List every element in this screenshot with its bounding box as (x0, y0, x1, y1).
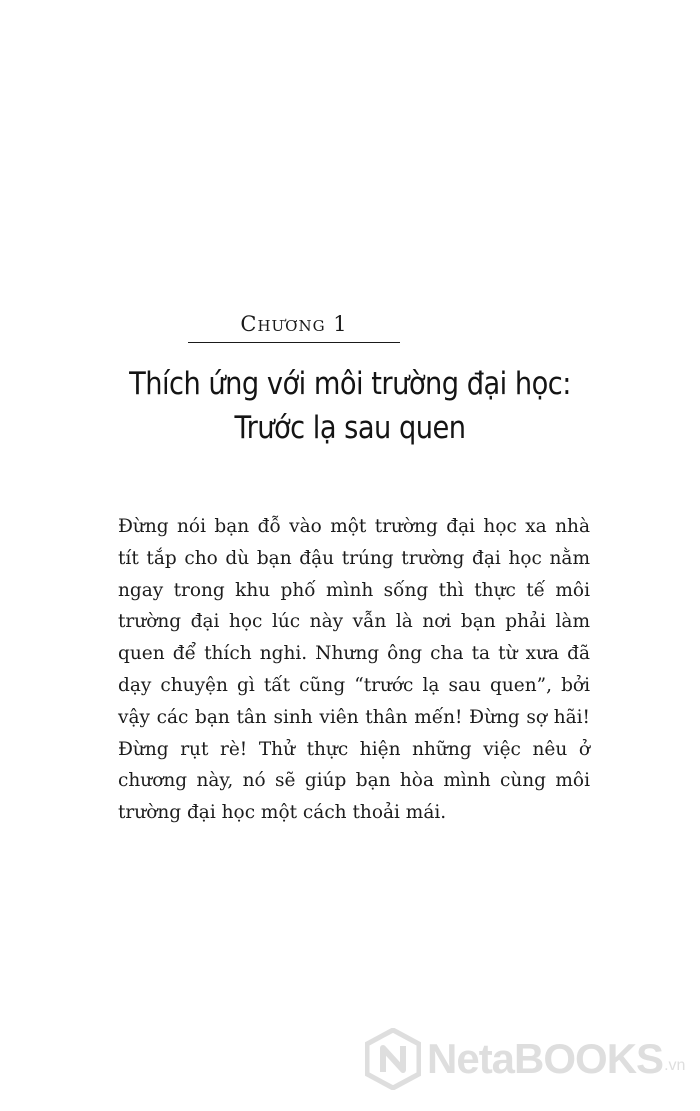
chapter-divider (188, 342, 400, 343)
watermark-suffix: .vn (664, 1057, 686, 1074)
chapter-label: Chương 1 (240, 312, 348, 336)
watermark-brand: NetaBOOKS (427, 1035, 664, 1082)
chapter-title (95, 362, 605, 450)
chapter-title-line-1: Thích ứng với môi trường đại học: (129, 366, 571, 402)
netabooks-logo-icon (365, 1028, 421, 1090)
intro-paragraph: Đừng nói bạn đỗ vào một trường đại học xa nhà tít tắp cho dù bạn đậu trúng trường đại học nằm ngay trong khu phố mình sống thì thực tế môi trường đại học lúc này vẫn là nơi bạn phải làm quen để thích nghi. Nhưng ông cha ta từ xưa đã dạy chuyện gì tất cũng “trước lạ sau quen”, bởi vậy các bạn tân sinh viên thân mến! Đừng sợ hãi! Đừng rụt rè! Thử thực hiện những việc nêu ở chương này, nó sẽ giúp bạn hòa mình cùng môi trường đại học một cách thoải mái. (118, 516, 590, 824)
chapter-title-line-2: Trước lạ sau quen (234, 410, 466, 446)
watermark (365, 1024, 685, 1094)
